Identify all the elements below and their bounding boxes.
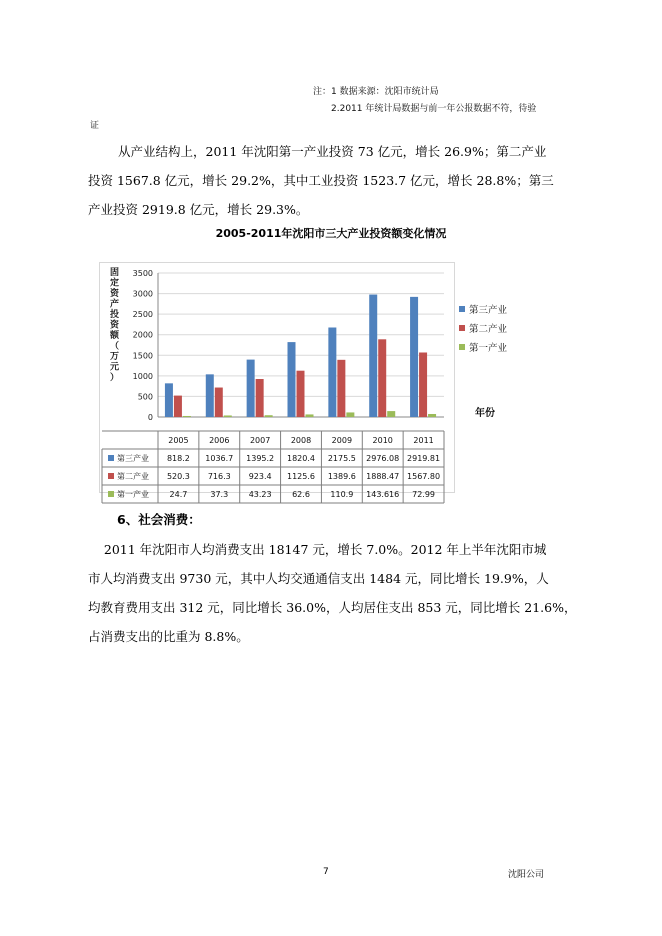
data-label: 520.3 [166,472,190,481]
x-tick-label: 2010 [372,436,393,445]
paragraph-line: 2011 年沈阳市人均消费支出 18147 元，增长 7.0%。2012 年上半年沈阳市城 [88,542,547,557]
table-series-name: 第一产业 [117,490,149,499]
data-label: 2976.08 [366,454,400,463]
paragraph-line: 产业投资 2919.8 亿元，增长 29.3%。 [88,202,309,217]
bar-2011-series-2 [419,352,427,417]
table-legend-swatch [108,491,114,497]
legend-label: 第二产业 [469,324,508,335]
y-axis-title: 固定资产投资额（万元） [110,268,120,383]
data-label: 818.2 [166,454,190,463]
paragraph-line: 市人均消费支出 9730 元，其中人均交通通信支出 1484 元，同比增长 19.9%，人 [88,571,549,586]
table-series-name: 第三产业 [117,454,149,463]
bar-2006-series-3 [224,415,232,417]
x-tick-label: 2009 [331,436,353,445]
bar-2007-series-3 [265,415,273,417]
paragraph-line: 从产业结构上，2011 年沈阳第一产业投资 73 亿元，增长 26.9%；第二产业 [118,144,547,159]
y-tick-label: 2000 [132,330,153,340]
bar-2011-series-3 [428,414,436,417]
bar-2008-series-3 [306,414,314,417]
paragraph-line: 均教育费用支出 312 元，同比增长 36.0%，人均居住支出 853 元，同比增长 21.6%， [88,600,577,615]
bar-2009-series-3 [346,412,354,417]
data-label: 143.616 [366,490,400,499]
legend-swatch [459,325,465,331]
bar-2005-series-3 [183,416,191,417]
bar-2010-series-2 [378,339,386,417]
data-label: 1567.80 [407,472,441,481]
x-tick-label: 2005 [168,436,189,445]
bar-2008-series-1 [288,342,296,417]
legend-swatch [459,306,465,312]
legend-label: 第一产业 [469,343,508,354]
data-label: 1036.7 [205,454,234,463]
data-label: 72.99 [412,490,436,499]
x-axis-title: 年份 [475,408,495,419]
bar-2006-series-2 [215,388,223,417]
bar-2005-series-2 [174,396,182,417]
y-tick-label: 2500 [132,310,153,320]
investment-chart [99,262,455,499]
x-tick-label: 2011 [413,436,434,445]
bar-2006-series-1 [206,374,214,417]
data-discrepancy-note-cont: 证 [90,121,100,131]
chart-canvas [100,263,454,499]
bar-2009-series-1 [328,327,336,417]
data-label: 1820.4 [287,454,315,463]
bar-2010-series-1 [369,295,377,417]
x-tick-label: 2007 [249,436,271,445]
data-label: 1389.6 [327,472,356,481]
paragraph-line: 投资 1567.8 亿元，增长 29.2%，其中工业投资 1523.7 亿元，增长 28.8%；第三 [88,173,554,188]
y-tick-label: 0 [147,413,153,422]
data-label: 62.6 [292,490,310,499]
bar-2009-series-2 [337,360,345,417]
bar-2007-series-1 [247,360,255,417]
data-label: 1125.6 [287,472,315,481]
chart-title: 2005-2011年沈阳市三大产业投资额变化情况 [215,227,447,240]
legend-label: 第三产业 [469,305,508,316]
y-tick-label: 3500 [132,269,153,278]
data-label: 2175.5 [327,454,356,463]
table-legend-swatch [108,473,114,479]
y-tick-label: 1500 [132,351,153,361]
paragraph-line: 占消费支出的比重为 8.8%。 [88,629,249,644]
data-label: 37.3 [210,490,229,499]
table-series-name: 第二产业 [117,472,149,481]
bar-2010-series-3 [387,411,395,417]
section-heading: 6、社会消费： [117,512,201,527]
chart-legend [453,262,563,422]
bar-2005-series-1 [165,383,173,417]
data-label: 24.7 [169,490,188,499]
table-legend-swatch [108,455,114,461]
bar-2011-series-1 [410,297,418,417]
y-tick-label: 3000 [132,289,153,299]
bar-2008-series-2 [297,371,305,417]
footer-company: 沈阳公司 [508,870,545,880]
data-label: 1395.2 [246,454,275,463]
source-note: 注：1 数据来源：沈阳市统计局 [313,87,439,97]
y-tick-label: 1000 [132,371,153,381]
data-label: 110.9 [330,490,354,499]
legend-swatch [459,344,465,350]
data-label: 923.4 [248,472,272,481]
data-discrepancy-note: 2.2011 年统计局数据与前一年公报数据不符，待验 [331,104,537,114]
data-label: 2919.81 [407,454,441,463]
x-tick-label: 2006 [209,436,230,445]
y-tick-label: 500 [137,392,153,402]
data-label: 1888.47 [366,472,400,481]
data-label: 716.3 [207,472,231,481]
x-tick-label: 2008 [290,436,312,445]
bar-2007-series-2 [256,379,264,417]
data-label: 43.23 [248,490,272,499]
page-number: 7 [323,867,329,877]
